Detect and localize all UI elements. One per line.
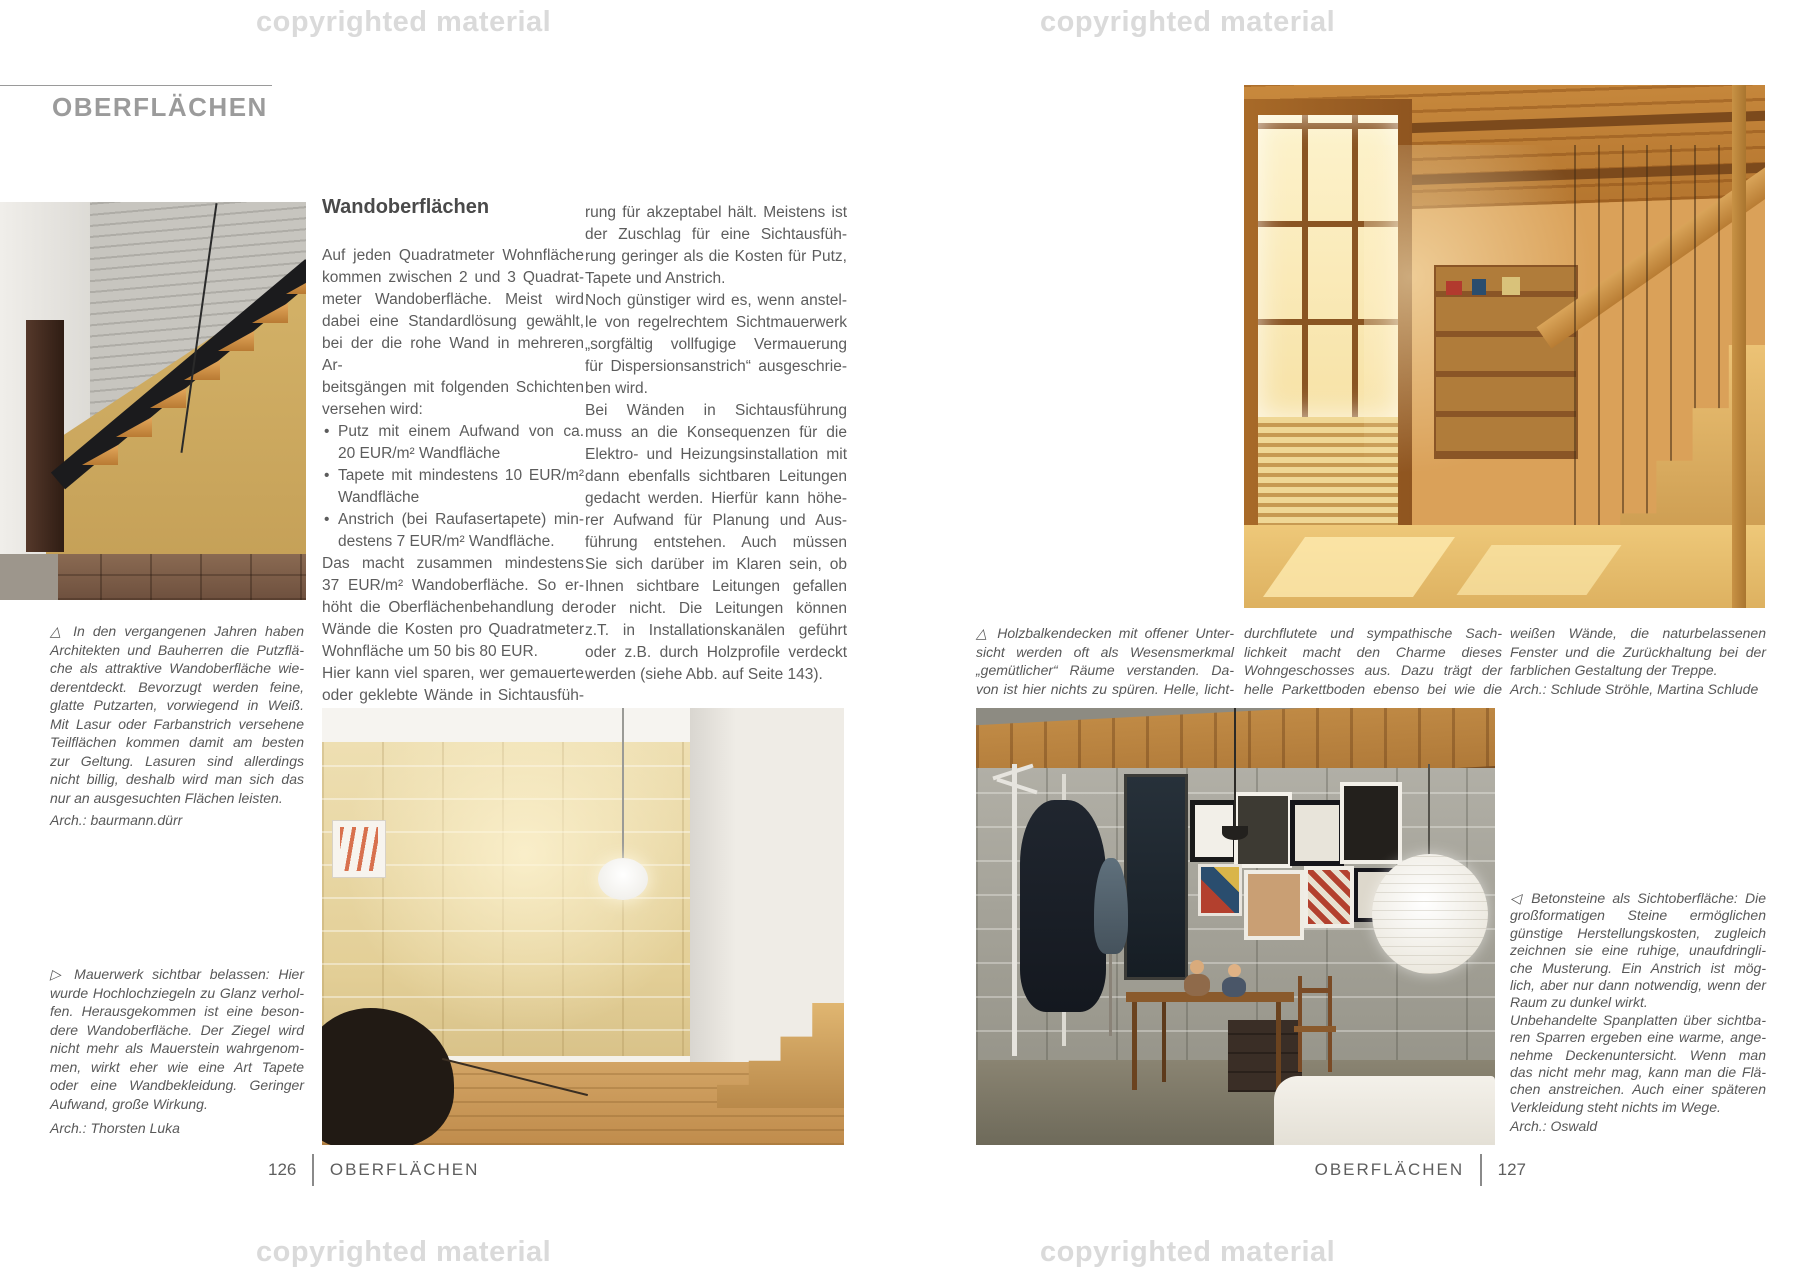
table-leg — [1132, 1002, 1137, 1090]
mannequin-torso — [1094, 858, 1128, 954]
pendant-lamp — [598, 858, 648, 900]
shelf-item — [1472, 279, 1486, 295]
page-number-right: 127 — [1497, 1160, 1526, 1179]
table-leg — [1162, 1002, 1166, 1082]
credit-brick: Arch.: Thorsten Luka — [50, 1120, 180, 1136]
photo-brick-room — [322, 708, 844, 1145]
footer-left — [268, 1154, 479, 1186]
caption-wood-col-2: durchflutete und sympathische Sach- lichkeit macht den Charme dieses Wohngeschosses aus. Dazu trägt der helle Parkettboden ebenso bei wie die — [1244, 625, 1502, 697]
doll-body — [1222, 977, 1246, 997]
section-title: OBERFLÄCHEN — [52, 92, 268, 122]
lamp-shade — [1222, 826, 1248, 840]
paper-lantern — [1372, 854, 1488, 974]
table-top — [1126, 992, 1294, 1002]
lantern-cord — [1428, 764, 1430, 856]
page-number-left: 126 — [268, 1160, 297, 1179]
lamp-cord — [1234, 708, 1236, 828]
caption-plaster: △ In den vergangenen Jahren haben Architekten und Bauherren die Putzflä- che als attraktive Wandoberfläche wie- derentdeckt. Bevorzugt werden feine, glatte Putzarten, vorwiegend in Weiß. Mit Lasur oder Farbanstrich versehene Teilflächen kommen damit am besten zur Geltung. Lasuren sind allerdings nicht billig, deshalb wird man sich das nur an ausgesuchten Flächen leisten. — [50, 623, 304, 806]
doll-head — [1228, 964, 1241, 977]
watermark-bottom-left: copyrighted material — [256, 1236, 552, 1268]
dark-wood-panel — [26, 320, 64, 552]
footer-section-right: OBERFLÄCHEN — [1314, 1160, 1465, 1179]
shelf-item — [1446, 281, 1462, 295]
header-rule — [0, 85, 272, 86]
footer-divider — [312, 1154, 314, 1186]
lamp-cord — [622, 708, 624, 866]
dark-window — [1124, 774, 1188, 980]
picture-frame — [1290, 800, 1344, 866]
mannequin-stand — [1109, 954, 1112, 1036]
watermark-top-right: copyrighted material — [1040, 6, 1336, 38]
coat-stand-pole — [1012, 764, 1017, 1056]
article-title: Wandoberflächen — [322, 196, 490, 218]
doll-head — [1190, 960, 1204, 974]
credit-plaster: Arch.: baurmann.dürr — [50, 812, 183, 828]
chair-crossbar — [1298, 988, 1332, 993]
picture-frame — [1304, 866, 1354, 928]
photo-plaster-stair — [0, 202, 306, 600]
caption-concrete: ◁ Betonsteine als Sichtoberfläche: Die großformatigen Steine ermöglichen günstige Herstellungskosten, zugleich zeichnen sie eine ruhige, unaufdringli- che Musterung. Ein Anstrich ist mög- lich, aber nur dann notwendig, wenn der Raum zu dunkel wirkt. Unbehandelte Spanplatten über sichtba- ren Sparren ergeben eine warme, ange- nehme Deckenuntersicht. Wenn man das nicht mehr mag, kann man die Flä- chen anstreichen. Auch einer späteren Verkleidung steht nichts im Wege. — [1510, 890, 1766, 1115]
article-column-2: rung für akzeptabel hält. Meistens ist der Zuschlag für eine Sichtausfüh- rung geringer als die Kosten für Putz, Tapete und Anstrich. Noch günstiger wird es, wenn anstel- le von regelrechtem Sichtmauerwerk „sorgfältig vollfugige Vermauerung für Dispersionsanstrich“ ausgeschrie- ben wird. Bei Wänden in Sichtausführung muss an die Konsequenzen für die Elektro- und Heizungsinstallation mit dann ebenfalls sichtbaren Leitungen gedacht werden. Hierfür kann höhe- rer Aufwand für Planung und Aus- führung entstehen. Auch müssen Sie sich darüber im Klaren sein, ob Ihnen sichtbare Leitungen gefallen oder nicht. Die Leitungen können z.T. in Installationskanälen geführt oder z.B. durch Holzprofile verdeckt werden (siehe Abb. auf Seite 143). — [585, 204, 847, 683]
wall-artwork — [332, 820, 386, 878]
picture-frame — [1340, 782, 1402, 864]
caption-brick: ▷ Mauerwerk sichtbar belassen: Hier wurde Hochlochziegeln zu Glanz verhol- fen. Herausgekommen ist eine beson- dere Wandoberfläche. Der Ziegel wird nicht mehr als Mauerstein wahrgenom- men, wirkt eher wie eine Art Tapete oder eine Wandbekleidung. Geringer Aufwand, große Wirkung. — [50, 966, 304, 1112]
picture-frame — [1244, 870, 1304, 940]
picture-frame — [1198, 864, 1242, 916]
hanging-coats — [1020, 800, 1106, 1012]
photo-timber-interior — [1244, 85, 1765, 608]
wood-post — [1732, 85, 1746, 608]
footer-section-left: OBERFLÄCHEN — [329, 1160, 480, 1179]
footer-divider — [1480, 1154, 1482, 1186]
watermark-top-left: copyrighted material — [256, 6, 552, 38]
chair-seat — [1294, 1026, 1336, 1032]
floor-light-edge — [0, 554, 58, 600]
credit-concrete: Arch.: Oswald — [1510, 1118, 1598, 1134]
white-bed — [1274, 1076, 1495, 1145]
watermark-bottom-right: copyrighted material — [1040, 1236, 1336, 1268]
shelf-item — [1502, 277, 1520, 295]
doll-body — [1184, 974, 1210, 996]
table-leg — [1276, 1002, 1281, 1090]
footer-right — [1200, 1154, 1526, 1186]
photo-concrete-room — [976, 708, 1495, 1145]
caption-wood-col-3: weißen Wände, die naturbelassenen Fenster und die Zurückhaltung bei der farblichen Gestaltung der Treppe. Arch.: Schlude Ströhle, Martina Schlude — [1510, 625, 1766, 697]
caption-wood-col-1: △ Holzbalkendecken mit offener Unter- sicht werden oft als Wesensmerkmal „gemütlicher“ Räume verstanden. Da- von ist hier nichts zu spüren. Helle, licht- — [976, 625, 1234, 697]
article-column-1: Auf jeden Quadratmeter Wohnfläche kommen zwischen 2 und 3 Quadrat- meter Wandoberfläche. Meist wird dabei eine Standardlösung gewählt, bei der die rohe Wand in mehreren Ar- beitsgängen mit folgenden Schichten versehen wird: • Putz mit einem Aufwand von ca. 20 EUR/m² Wandfläche • Tapete mit mindestens 10 EUR/m² Wandfläche • Anstrich (bei Raufasertapete) min- destens 7 EUR/m² Wandfläche. Das macht zusammen mindestens 37 EUR/m² Wandoberfläche. So er- höht die Oberflächenbehandlung der Wände die Kosten pro Quadratmeter Wohnfläche um 50 bis 80 EUR. Hier kann viel sparen, wer gemauerte oder geklebte Wände in Sichtausfüh- — [322, 245, 584, 707]
